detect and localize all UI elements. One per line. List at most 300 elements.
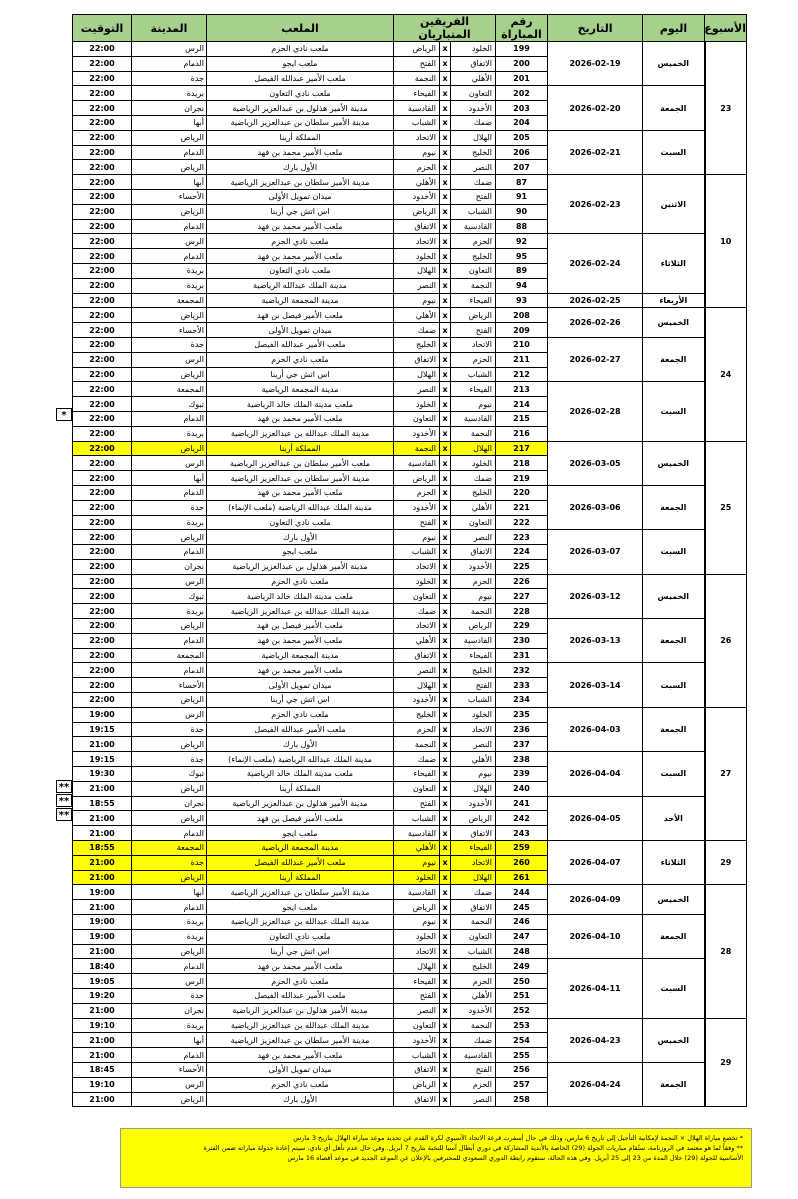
table-row bbox=[73, 619, 747, 634]
stadium-name: مدينة الملك عبدالله الرياضية (ملعب الإنماء) bbox=[207, 752, 394, 767]
match-number: 242 bbox=[496, 811, 548, 826]
home-team: الاتفاق bbox=[451, 545, 496, 560]
week-number: 29 bbox=[705, 1018, 747, 1107]
vs-mark: x bbox=[440, 263, 451, 278]
away-team: الفتح bbox=[394, 56, 440, 71]
home-team: التعاون bbox=[451, 263, 496, 278]
day-name: الثلاثاء bbox=[643, 234, 705, 293]
kickoff-time: 22:00 bbox=[73, 130, 132, 145]
match-date: 2026-03-13 bbox=[548, 619, 643, 663]
stadium-name: اس اتش جي أرينا bbox=[207, 204, 394, 219]
match-number: 95 bbox=[496, 249, 548, 264]
vs-mark: x bbox=[440, 515, 451, 530]
stadium-name: اس اتش جي أرينا bbox=[207, 367, 394, 382]
stadium-name: ملعب نادي الحزم bbox=[207, 707, 394, 722]
stadium-name: ملعب نادي الحزم bbox=[207, 574, 394, 589]
stadium-name: ملعب نادي الحزم bbox=[207, 352, 394, 367]
table-row bbox=[73, 574, 747, 589]
match-number: 233 bbox=[496, 678, 548, 693]
day-name: الجمعة bbox=[643, 915, 705, 959]
kickoff-time: 18:55 bbox=[73, 841, 132, 856]
away-team: ضمك bbox=[394, 752, 440, 767]
city-name: أبها bbox=[132, 1033, 207, 1048]
day-name: السبت bbox=[643, 663, 705, 707]
match-number: 213 bbox=[496, 382, 548, 397]
home-team: الخليج bbox=[451, 485, 496, 500]
kickoff-time: 22:00 bbox=[73, 471, 132, 486]
match-date: 2026-03-05 bbox=[548, 441, 643, 485]
kickoff-time: 22:00 bbox=[73, 456, 132, 471]
day-name: الخميس bbox=[643, 885, 705, 915]
table-row bbox=[73, 130, 747, 145]
city-name: الرياض bbox=[132, 530, 207, 545]
table-row bbox=[73, 485, 747, 500]
table-row bbox=[73, 234, 747, 249]
stadium-name: ميدان تمويل الأولى bbox=[207, 1062, 394, 1077]
away-team: نيوم bbox=[394, 855, 440, 870]
day-name: الاثنين bbox=[643, 175, 705, 234]
stadium-name: ملعب الأمير محمد بن فهد bbox=[207, 1048, 394, 1063]
home-team: القادسية bbox=[451, 1048, 496, 1063]
away-team: القادسية bbox=[394, 826, 440, 841]
city-name: الرياض bbox=[132, 693, 207, 708]
stadium-name: ميدان تمويل الأولى bbox=[207, 678, 394, 693]
vs-mark: x bbox=[440, 485, 451, 500]
kickoff-time: 19:00 bbox=[73, 915, 132, 930]
city-name: الرياض bbox=[132, 367, 207, 382]
kickoff-time: 22:00 bbox=[73, 515, 132, 530]
match-number: 207 bbox=[496, 160, 548, 175]
match-number: 237 bbox=[496, 737, 548, 752]
match-date: 2026-02-19 bbox=[548, 42, 643, 86]
match-date: 2026-04-05 bbox=[548, 796, 643, 840]
city-name: بريدة bbox=[132, 515, 207, 530]
stadium-name: المملكة أرينا bbox=[207, 441, 394, 456]
away-team: النجمة bbox=[394, 71, 440, 86]
stadium-name: مدينة الملك عبدالله بن عبدالعزيز الرياضية bbox=[207, 915, 394, 930]
match-date: 2026-03-07 bbox=[548, 530, 643, 574]
match-number: 245 bbox=[496, 900, 548, 915]
city-name: الرس bbox=[132, 234, 207, 249]
away-team: الأخدود bbox=[394, 189, 440, 204]
match-number: 223 bbox=[496, 530, 548, 545]
kickoff-time: 22:00 bbox=[73, 619, 132, 634]
away-team: الشباب bbox=[394, 545, 440, 560]
kickoff-time: 21:00 bbox=[73, 870, 132, 885]
table-row bbox=[73, 308, 747, 323]
home-team: الفيحاء bbox=[451, 841, 496, 856]
home-team: ضمك bbox=[451, 175, 496, 190]
city-name: نجران bbox=[132, 101, 207, 116]
away-team: الاتحاد bbox=[394, 234, 440, 249]
kickoff-time: 22:00 bbox=[73, 397, 132, 412]
vs-mark: x bbox=[440, 1018, 451, 1033]
vs-mark: x bbox=[440, 500, 451, 515]
city-name: جدة bbox=[132, 500, 207, 515]
day-name: الخميس bbox=[643, 1018, 705, 1062]
home-team: الخلود bbox=[451, 456, 496, 471]
vs-mark: x bbox=[440, 397, 451, 412]
vs-mark: x bbox=[440, 337, 451, 352]
kickoff-time: 22:00 bbox=[73, 678, 132, 693]
header-date: التاريخ bbox=[548, 15, 643, 42]
away-team: ضمك bbox=[394, 323, 440, 338]
table-row bbox=[73, 42, 747, 57]
home-team: ضمك bbox=[451, 885, 496, 900]
match-number: 221 bbox=[496, 500, 548, 515]
table-row bbox=[73, 1062, 747, 1077]
stadium-name: ميدان تمويل الأولى bbox=[207, 189, 394, 204]
match-number: 232 bbox=[496, 663, 548, 678]
home-team: الهلال bbox=[451, 130, 496, 145]
vs-mark: x bbox=[440, 293, 451, 308]
match-date: 2026-02-25 bbox=[548, 293, 643, 308]
away-team: الشباب bbox=[394, 1048, 440, 1063]
vs-mark: x bbox=[440, 767, 451, 782]
day-name: الجمعة bbox=[643, 1062, 705, 1106]
kickoff-time: 22:00 bbox=[73, 663, 132, 678]
vs-mark: x bbox=[440, 959, 451, 974]
vs-mark: x bbox=[440, 545, 451, 560]
away-team: الرياض bbox=[394, 471, 440, 486]
stadium-name: ملعب الأمير محمد بن فهد bbox=[207, 633, 394, 648]
away-team: الرياض bbox=[394, 204, 440, 219]
header-city: المدينة bbox=[132, 15, 207, 42]
home-team: ضمك bbox=[451, 115, 496, 130]
home-team: الحزم bbox=[451, 352, 496, 367]
stadium-name: ملعب الأمير محمد بن فهد bbox=[207, 145, 394, 160]
kickoff-time: 21:00 bbox=[73, 1092, 132, 1107]
stadium-name: الأول بارك bbox=[207, 1092, 394, 1107]
away-team: نيوم bbox=[394, 293, 440, 308]
stadium-name: ملعب نادي الحزم bbox=[207, 42, 394, 57]
vs-mark: x bbox=[440, 915, 451, 930]
vs-mark: x bbox=[440, 974, 451, 989]
kickoff-time: 19:30 bbox=[73, 767, 132, 782]
away-team: الفتح bbox=[394, 515, 440, 530]
home-team: الخليج bbox=[451, 145, 496, 160]
match-number: 210 bbox=[496, 337, 548, 352]
away-team: التعاون bbox=[394, 1018, 440, 1033]
city-name: الدمام bbox=[132, 959, 207, 974]
home-team: ضمك bbox=[451, 471, 496, 486]
city-name: جدة bbox=[132, 337, 207, 352]
vs-mark: x bbox=[440, 86, 451, 101]
day-name: الخميس bbox=[643, 42, 705, 86]
city-name: الرس bbox=[132, 42, 207, 57]
vs-mark: x bbox=[440, 752, 451, 767]
kickoff-time: 19:00 bbox=[73, 929, 132, 944]
vs-mark: x bbox=[440, 219, 451, 234]
footnote-1: * تخضع مباراة الهلال × النجمة لإمكانية التأجيل إلى تاريخ 6 مارس، وذلك في حال أسفرت قرعة الاتحاد الآسيوي لكرة القدم عن تحديد موعد مباراة الهلال بتاريخ 3 مارس bbox=[293, 1134, 743, 1142]
away-team: الاتحاد bbox=[394, 944, 440, 959]
stadium-name: مدينة الأمير سلطان بن عبدالعزيز الرياضية bbox=[207, 1033, 394, 1048]
vs-mark: x bbox=[440, 189, 451, 204]
vs-mark: x bbox=[440, 456, 451, 471]
stadium-name: ملعب ايجو bbox=[207, 900, 394, 915]
table-row bbox=[73, 707, 747, 722]
week-number: 26 bbox=[705, 574, 747, 707]
city-name: الدمام bbox=[132, 485, 207, 500]
away-team: الفتح bbox=[394, 989, 440, 1004]
city-name: الرياض bbox=[132, 737, 207, 752]
kickoff-time: 22:00 bbox=[73, 71, 132, 86]
kickoff-time: 22:00 bbox=[73, 559, 132, 574]
city-name: نجران bbox=[132, 1003, 207, 1018]
stadium-name: مدينة المجمعة الرياضية bbox=[207, 841, 394, 856]
match-number: 227 bbox=[496, 589, 548, 604]
match-number: 230 bbox=[496, 633, 548, 648]
city-name: الرياض bbox=[132, 944, 207, 959]
city-name: الرس bbox=[132, 456, 207, 471]
table-row bbox=[73, 663, 747, 678]
away-team: التعاون bbox=[394, 781, 440, 796]
match-number: 208 bbox=[496, 308, 548, 323]
vs-mark: x bbox=[440, 441, 451, 456]
vs-mark: x bbox=[440, 1048, 451, 1063]
match-date: 2026-02-28 bbox=[548, 382, 643, 441]
stadium-name: ملعب نادي التعاون bbox=[207, 929, 394, 944]
footnote-marker: ** bbox=[56, 794, 72, 807]
home-team: الأهلي bbox=[451, 752, 496, 767]
away-team: النصر bbox=[394, 278, 440, 293]
table-row bbox=[73, 441, 747, 456]
match-number: 93 bbox=[496, 293, 548, 308]
match-number: 205 bbox=[496, 130, 548, 145]
away-team: الفيحاء bbox=[394, 86, 440, 101]
match-number: 89 bbox=[496, 263, 548, 278]
vs-mark: x bbox=[440, 693, 451, 708]
city-name: جدة bbox=[132, 855, 207, 870]
vs-mark: x bbox=[440, 678, 451, 693]
match-number: 246 bbox=[496, 915, 548, 930]
stadium-name: اس اتش جي أرينا bbox=[207, 944, 394, 959]
city-name: الرس bbox=[132, 974, 207, 989]
home-team: القادسية bbox=[451, 219, 496, 234]
match-number: 90 bbox=[496, 204, 548, 219]
vs-mark: x bbox=[440, 559, 451, 574]
home-team: الرياض bbox=[451, 619, 496, 634]
match-number: 257 bbox=[496, 1077, 548, 1092]
table-row bbox=[73, 915, 747, 930]
stadium-name: ملعب ايجو bbox=[207, 545, 394, 560]
table-row bbox=[73, 175, 747, 190]
home-team: نيوم bbox=[451, 589, 496, 604]
day-name: السبت bbox=[643, 130, 705, 174]
away-team: الحزم bbox=[394, 160, 440, 175]
home-team: ضمك bbox=[451, 1033, 496, 1048]
home-team: الشباب bbox=[451, 204, 496, 219]
match-number: 249 bbox=[496, 959, 548, 974]
home-team: الأخدود bbox=[451, 101, 496, 116]
city-name: الرياض bbox=[132, 130, 207, 145]
kickoff-time: 22:00 bbox=[73, 115, 132, 130]
vs-mark: x bbox=[440, 722, 451, 737]
match-number: 258 bbox=[496, 1092, 548, 1107]
kickoff-time: 22:00 bbox=[73, 574, 132, 589]
away-team: الاتحاد bbox=[394, 619, 440, 634]
match-number: 259 bbox=[496, 841, 548, 856]
kickoff-time: 22:00 bbox=[73, 278, 132, 293]
away-team: الهلال bbox=[394, 367, 440, 382]
home-team: الأخدود bbox=[451, 559, 496, 574]
table-row bbox=[73, 959, 747, 974]
home-team: الحزم bbox=[451, 574, 496, 589]
home-team: التعاون bbox=[451, 86, 496, 101]
stadium-name: المملكة أرينا bbox=[207, 870, 394, 885]
stadium-name: ملعب الأمير محمد بن فهد bbox=[207, 663, 394, 678]
match-number: 211 bbox=[496, 352, 548, 367]
kickoff-time: 19:00 bbox=[73, 707, 132, 722]
city-name: بريدة bbox=[132, 915, 207, 930]
home-team: الرياض bbox=[451, 811, 496, 826]
kickoff-time: 22:00 bbox=[73, 263, 132, 278]
home-team: القادسية bbox=[451, 633, 496, 648]
table-row bbox=[73, 382, 747, 397]
week-number: 27 bbox=[705, 707, 747, 840]
match-number: 260 bbox=[496, 855, 548, 870]
home-team: النصر bbox=[451, 530, 496, 545]
vs-mark: x bbox=[440, 530, 451, 545]
kickoff-time: 22:00 bbox=[73, 633, 132, 648]
vs-mark: x bbox=[440, 71, 451, 86]
city-name: الرس bbox=[132, 352, 207, 367]
away-team: النجمة bbox=[394, 737, 440, 752]
city-name: الدمام bbox=[132, 411, 207, 426]
vs-mark: x bbox=[440, 707, 451, 722]
city-name: المجمعة bbox=[132, 293, 207, 308]
city-name: الدمام bbox=[132, 826, 207, 841]
vs-mark: x bbox=[440, 175, 451, 190]
vs-mark: x bbox=[440, 870, 451, 885]
match-number: 225 bbox=[496, 559, 548, 574]
home-team: الشباب bbox=[451, 693, 496, 708]
city-name: المجمعة bbox=[132, 841, 207, 856]
match-number: 91 bbox=[496, 189, 548, 204]
city-name: الرس bbox=[132, 574, 207, 589]
stadium-name: مدينة المجمعة الرياضية bbox=[207, 382, 394, 397]
away-team: الخلود bbox=[394, 249, 440, 264]
match-date: 2026-04-03 bbox=[548, 707, 643, 751]
away-team: الهلال bbox=[394, 678, 440, 693]
match-number: 206 bbox=[496, 145, 548, 160]
away-team: النصر bbox=[394, 1003, 440, 1018]
table-row bbox=[73, 796, 747, 811]
city-name: الأحساء bbox=[132, 1062, 207, 1077]
match-number: 236 bbox=[496, 722, 548, 737]
home-team: الفيحاء bbox=[451, 382, 496, 397]
away-team: الاتفاق bbox=[394, 648, 440, 663]
kickoff-time: 22:00 bbox=[73, 411, 132, 426]
home-team: الهلال bbox=[451, 781, 496, 796]
stadium-name: مدينة الأمير هذلول بن عبدالعزيز الرياضية bbox=[207, 1003, 394, 1018]
footnotes-box bbox=[120, 1128, 752, 1188]
kickoff-time: 18:55 bbox=[73, 796, 132, 811]
match-number: 254 bbox=[496, 1033, 548, 1048]
stadium-name: ملعب الأمير عبدالله الفيصل bbox=[207, 989, 394, 1004]
vs-mark: x bbox=[440, 900, 451, 915]
match-date: 2026-02-20 bbox=[548, 86, 643, 130]
kickoff-time: 22:00 bbox=[73, 337, 132, 352]
home-team: الفيحاء bbox=[451, 648, 496, 663]
away-team: الرياض bbox=[394, 1077, 440, 1092]
kickoff-time: 22:00 bbox=[73, 42, 132, 57]
match-number: 87 bbox=[496, 175, 548, 190]
stadium-name: ملعب الأمير محمد بن فهد bbox=[207, 411, 394, 426]
vs-mark: x bbox=[440, 944, 451, 959]
match-number: 209 bbox=[496, 323, 548, 338]
stadium-name: ملعب نادي الحزم bbox=[207, 1077, 394, 1092]
table-header-row bbox=[73, 15, 747, 42]
vs-mark: x bbox=[440, 145, 451, 160]
day-name: الجمعة bbox=[643, 86, 705, 130]
away-team: الأخدود bbox=[394, 500, 440, 515]
match-number: 217 bbox=[496, 441, 548, 456]
away-team: نيوم bbox=[394, 145, 440, 160]
home-team: الأهلي bbox=[451, 989, 496, 1004]
match-number: 255 bbox=[496, 1048, 548, 1063]
match-date: 2026-03-06 bbox=[548, 485, 643, 529]
away-team: الخلود bbox=[394, 574, 440, 589]
vs-mark: x bbox=[440, 101, 451, 116]
vs-mark: x bbox=[440, 411, 451, 426]
away-team: الأهلي bbox=[394, 308, 440, 323]
stadium-name: ملعب ايجو bbox=[207, 826, 394, 841]
match-number: 222 bbox=[496, 515, 548, 530]
home-team: التعاون bbox=[451, 929, 496, 944]
match-number: 235 bbox=[496, 707, 548, 722]
kickoff-time: 22:00 bbox=[73, 545, 132, 560]
kickoff-time: 22:00 bbox=[73, 648, 132, 663]
away-team: نيوم bbox=[394, 530, 440, 545]
city-name: بريدة bbox=[132, 1018, 207, 1033]
vs-mark: x bbox=[440, 648, 451, 663]
footnote-marker: ** bbox=[56, 808, 72, 821]
away-team: القادسية bbox=[394, 456, 440, 471]
stadium-name: المملكة أرينا bbox=[207, 781, 394, 796]
match-number: 200 bbox=[496, 56, 548, 71]
header-teams: الفريقين المتباريان bbox=[394, 15, 496, 42]
vs-mark: x bbox=[440, 826, 451, 841]
away-team: القادسية bbox=[394, 885, 440, 900]
match-number: 199 bbox=[496, 42, 548, 57]
home-team: الاتفاق bbox=[451, 56, 496, 71]
home-team: الخلود bbox=[451, 42, 496, 57]
home-team: الاتحاد bbox=[451, 337, 496, 352]
day-name: الخميس bbox=[643, 574, 705, 618]
home-team: الفتح bbox=[451, 1062, 496, 1077]
away-team: الشباب bbox=[394, 115, 440, 130]
table-row bbox=[73, 530, 747, 545]
stadium-name: مدينة الأمير سلطان بن عبدالعزيز الرياضية bbox=[207, 175, 394, 190]
match-number: 231 bbox=[496, 648, 548, 663]
away-team: الرياض bbox=[394, 900, 440, 915]
vs-mark: x bbox=[440, 885, 451, 900]
match-date: 2026-02-21 bbox=[548, 130, 643, 174]
footnote-marker: * bbox=[56, 408, 72, 421]
week-number: 24 bbox=[705, 308, 747, 441]
vs-mark: x bbox=[440, 1077, 451, 1092]
stadium-name: مدينة الأمير هذلول بن عبدالعزيز الرياضية bbox=[207, 559, 394, 574]
stadium-name: الأول بارك bbox=[207, 530, 394, 545]
vs-mark: x bbox=[440, 130, 451, 145]
match-number: 229 bbox=[496, 619, 548, 634]
city-name: الدمام bbox=[132, 663, 207, 678]
table-row bbox=[73, 293, 747, 308]
stadium-name: الأول بارك bbox=[207, 160, 394, 175]
kickoff-time: 21:00 bbox=[73, 811, 132, 826]
vs-mark: x bbox=[440, 855, 451, 870]
